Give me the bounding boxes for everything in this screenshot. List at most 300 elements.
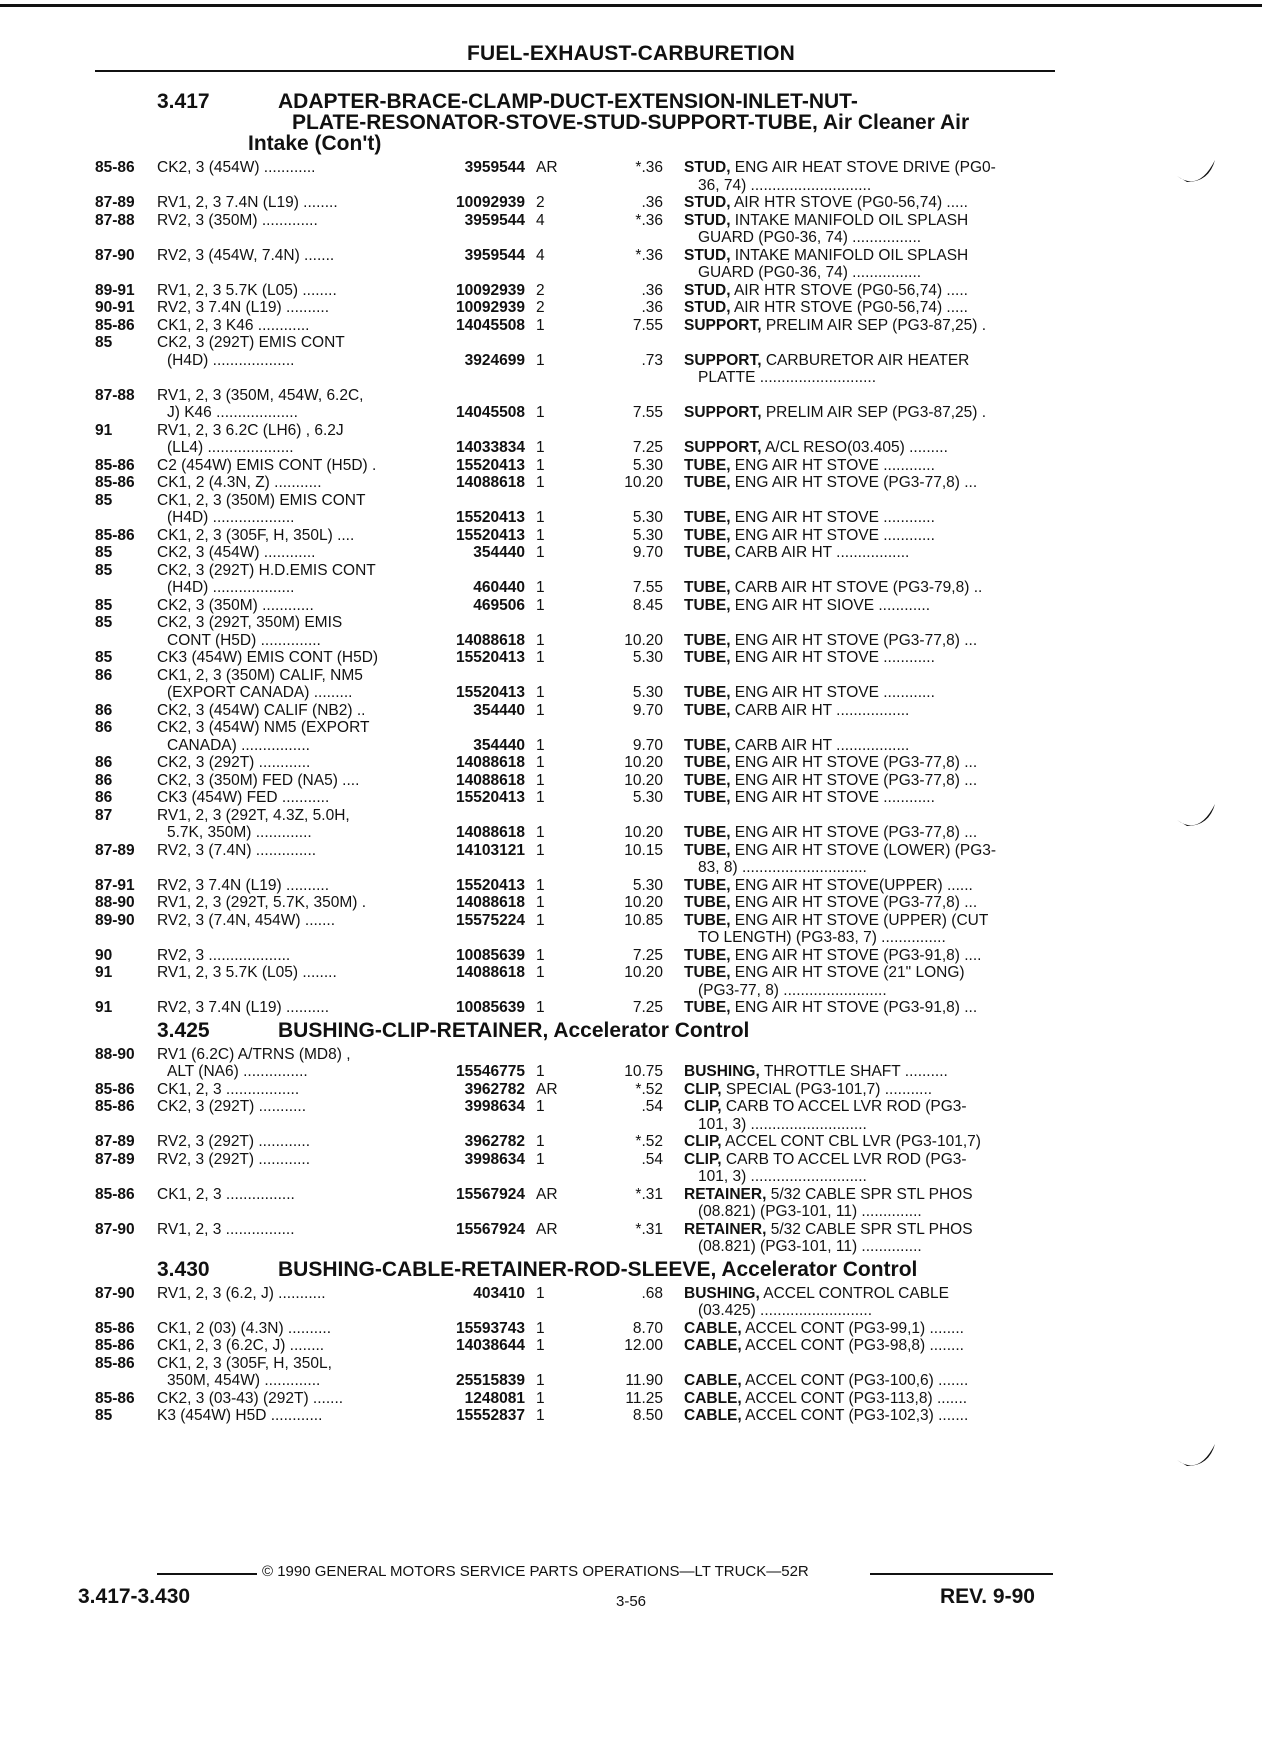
part-number: 15520413 <box>456 789 525 806</box>
model-year: 85-86 <box>95 1354 135 1372</box>
table-row <box>0 247 1262 282</box>
model-description <box>157 1133 427 1151</box>
description-line: CK2, 3 (350M) ............ <box>157 596 314 614</box>
model-description <box>157 1390 427 1408</box>
part-name <box>684 1320 1044 1338</box>
price: 7.25 <box>632 946 663 964</box>
part-name <box>684 544 1044 562</box>
quantity: 1 <box>536 701 545 719</box>
section-title-line: ADAPTER-BRACE-CLAMP-DUCT-EXTENSION-INLET-NUT- <box>278 90 858 113</box>
quantity: 1 <box>536 1407 545 1424</box>
description-line: CK3 (454W) FED ........... <box>157 789 330 806</box>
part-name-line: CABLE, ACCEL CONT (PG3-102,3) ....... <box>684 1407 969 1424</box>
part-name <box>684 194 1044 212</box>
quantity: 2 <box>536 194 545 211</box>
description-line: (EXPORT CANADA) ......... <box>167 684 353 701</box>
part-number: 15546775 <box>456 1063 525 1080</box>
part-number: 469506 <box>473 596 525 614</box>
part-number: 3959544 <box>464 211 525 229</box>
part-number: 15575224 <box>456 911 525 929</box>
table-row <box>0 1285 1262 1320</box>
price: 7.25 <box>632 999 663 1016</box>
part-name-line: TUBE, ENG AIR HT STOVE (PG3-77,8) ... <box>684 824 978 841</box>
section-subtitle: Intake (Con't) <box>248 132 382 155</box>
table-row <box>0 719 1262 754</box>
model-description <box>157 667 427 702</box>
model-description <box>157 912 427 930</box>
model-description <box>157 877 427 895</box>
model-description <box>157 702 427 720</box>
part-name-line: STUD, AIR HTR STOVE (PG0-56,74) ..... <box>684 299 968 316</box>
part-number: 14088618 <box>456 754 525 771</box>
price: 10.20 <box>624 964 663 981</box>
description-line: (H4D) ................... <box>167 509 295 526</box>
part-name <box>684 999 1044 1017</box>
part-number: 403410 <box>473 1284 525 1302</box>
part-name <box>684 1285 1044 1320</box>
part-name <box>684 772 1044 790</box>
quantity: 1 <box>536 1098 545 1115</box>
price: 10.20 <box>624 894 663 911</box>
description-line: CK2, 3 (292T) EMIS CONT <box>157 334 345 351</box>
part-name-line: SUPPORT, A/CL RESO(03.405) ......... <box>684 439 948 456</box>
part-name-line: CLIP, CARB TO ACCEL LVR ROD (PG3- <box>684 1150 967 1168</box>
part-name <box>684 842 1044 877</box>
table-row <box>0 492 1262 527</box>
part-name-line: SUPPORT, CARBURETOR AIR HEATER <box>684 351 970 369</box>
description-line: RV2, 3 (292T) ............ <box>157 1133 311 1150</box>
model-year: 87 <box>95 806 113 824</box>
part-number: 10085639 <box>456 946 525 964</box>
table-row <box>0 789 1262 807</box>
part-name-line: GUARD (PG0-36, 74) ................ <box>698 264 922 281</box>
description-line: CANADA) ................ <box>167 736 310 754</box>
model-description <box>157 544 427 562</box>
description-line: CK1, 2, 3 ................. <box>157 1080 300 1098</box>
table-row <box>0 842 1262 877</box>
top-border-line <box>0 4 1262 7</box>
price: .54 <box>641 1150 663 1168</box>
part-name <box>684 474 1044 492</box>
model-description <box>157 1285 427 1303</box>
part-name-line: GUARD (PG0-36, 74) ................ <box>698 229 922 246</box>
table-row <box>0 1390 1262 1408</box>
part-name <box>684 1390 1044 1408</box>
part-number: 15520413 <box>456 509 525 526</box>
price: 5.30 <box>632 509 663 526</box>
part-number: 15567924 <box>456 1220 525 1238</box>
part-name <box>684 632 1044 650</box>
price: 10.20 <box>624 771 663 789</box>
description-line: RV2, 3 (350M) ............. <box>157 211 318 229</box>
model-year: 87-89 <box>95 841 135 859</box>
description-line: CK2, 3 (454W) NM5 (EXPORT <box>157 719 370 736</box>
model-description <box>157 947 427 965</box>
binder-hole-mark <box>1175 802 1219 832</box>
model-year: 86 <box>95 719 113 736</box>
part-number: 354440 <box>473 701 525 719</box>
model-year: 85-86 <box>95 1389 135 1407</box>
part-name-line: SUPPORT, PRELIM AIR SEP (PG3-87,25) . <box>684 316 987 334</box>
part-name <box>684 894 1044 912</box>
quantity: 1 <box>536 1319 545 1337</box>
description-line: CK2, 3 (292T) H.D.EMIS CONT <box>157 561 376 579</box>
description-line: CK1, 2 (03) (4.3N) .......... <box>157 1319 331 1337</box>
part-name <box>684 1151 1044 1186</box>
part-name-line: TUBE, CARB AIR HT STOVE (PG3-79,8) .. <box>684 579 983 596</box>
part-number: 10085639 <box>456 999 525 1016</box>
model-year: 91 <box>95 999 113 1016</box>
description-line: RV2, 3 (7.4N, 454W) ....... <box>157 911 336 929</box>
section-title <box>278 1020 1062 1041</box>
part-name-line: CABLE, ACCEL CONT (PG3-98,8) ........ <box>684 1337 964 1354</box>
model-year: 85-86 <box>95 316 135 334</box>
part-name-line: CLIP, SPECIAL (PG3-101,7) ........... <box>684 1080 933 1098</box>
model-description <box>157 387 427 422</box>
quantity: 1 <box>536 1337 545 1354</box>
model-year: 85-86 <box>95 1098 135 1115</box>
quantity: 2 <box>536 299 545 316</box>
description-line: CK2, 3 (454W) CALIF (NB2) .. <box>157 701 366 719</box>
table-row <box>0 1046 1262 1081</box>
part-name-line: CABLE, ACCEL CONT (PG3-113,8) ....... <box>684 1389 968 1407</box>
model-description <box>157 999 427 1017</box>
part-name <box>684 1337 1044 1355</box>
model-description <box>157 649 427 667</box>
part-number: 10092939 <box>456 194 525 211</box>
part-name <box>684 299 1044 317</box>
table-row <box>0 544 1262 562</box>
part-name-line: STUD, INTAKE MANIFOLD OIL SPLASH <box>684 211 969 229</box>
part-number: 3924699 <box>464 351 525 369</box>
description-line: RV1, 2, 3 6.2C (LH6) , 6.2J <box>157 421 344 439</box>
part-name-line: (08.821) (PG3-101, 11) .............. <box>698 1238 922 1255</box>
model-year: 87-89 <box>95 194 135 211</box>
model-description <box>157 719 427 754</box>
description-line: RV1, 2, 3 (292T, 5.7K, 350M) . <box>157 894 367 911</box>
model-year: 88-90 <box>95 1045 135 1063</box>
quantity: 1 <box>536 1389 545 1407</box>
part-name-line: CABLE, ACCEL CONT (PG3-100,6) ....... <box>684 1372 969 1389</box>
price: *.52 <box>635 1080 663 1098</box>
model-year: 90-91 <box>95 299 135 316</box>
description-line: CK2, 3 (454W) ............ <box>157 544 316 561</box>
price: 10.20 <box>624 474 663 491</box>
table-row <box>0 667 1262 702</box>
quantity: 1 <box>536 509 545 526</box>
table-row <box>0 212 1262 247</box>
part-name <box>684 579 1044 597</box>
price: 10.85 <box>624 911 663 929</box>
table-row <box>0 999 1262 1017</box>
model-year: 86 <box>95 701 113 719</box>
quantity: 4 <box>536 211 545 229</box>
description-line: 350M, 454W) ............. <box>167 1372 321 1389</box>
part-number: 25515839 <box>456 1372 525 1389</box>
footer-copyright: © 1990 GENERAL MOTORS SERVICE PARTS OPERATIONS—LT TRUCK—52R <box>262 1563 809 1580</box>
model-description <box>157 492 427 527</box>
part-number: 354440 <box>473 544 525 561</box>
part-name <box>684 702 1044 720</box>
price: *.52 <box>635 1133 663 1150</box>
quantity: 1 <box>536 999 545 1016</box>
part-name <box>684 1081 1044 1099</box>
part-number: 3998634 <box>464 1150 525 1168</box>
model-description <box>157 422 427 457</box>
quantity: 1 <box>536 631 545 649</box>
quantity: 1 <box>536 964 545 981</box>
model-year: 85 <box>95 491 113 509</box>
part-number: 14038644 <box>456 1337 525 1354</box>
price: *.36 <box>635 246 663 264</box>
description-line: CK1, 2, 3 (350M) EMIS CONT <box>157 491 366 509</box>
table-row <box>0 317 1262 335</box>
model-year: 87-89 <box>95 1133 135 1150</box>
quantity: 1 <box>536 911 545 929</box>
model-description <box>157 1081 427 1099</box>
model-year: 85 <box>95 596 113 614</box>
quantity: 1 <box>536 404 545 421</box>
part-number: 14088618 <box>456 771 525 789</box>
binder-hole-mark <box>1175 1442 1219 1472</box>
part-name <box>684 282 1044 300</box>
part-number: 3962782 <box>464 1080 525 1098</box>
price: *.36 <box>635 159 663 176</box>
part-name <box>684 684 1044 702</box>
description-line: RV2, 3 ................... <box>157 946 291 964</box>
description-line: (H4D) ................... <box>167 579 295 596</box>
part-number: 3959544 <box>464 159 525 176</box>
model-year: 85 <box>95 614 113 631</box>
price: 5.30 <box>632 649 663 666</box>
price: 7.25 <box>632 439 663 456</box>
model-year: 85 <box>95 1407 113 1424</box>
quantity: 1 <box>536 894 545 911</box>
model-year: 91 <box>95 964 113 981</box>
part-name-line: TUBE, ENG AIR HT STOVE(UPPER) ...... <box>684 876 973 894</box>
part-name-line: (08.821) (PG3-101, 11) .............. <box>698 1203 922 1220</box>
model-description <box>157 1407 427 1425</box>
price: *.36 <box>635 211 663 229</box>
part-number: 15552837 <box>456 1407 525 1424</box>
section-title <box>278 1259 1062 1280</box>
model-year: 87-89 <box>95 1150 135 1168</box>
part-number: 15567924 <box>456 1185 525 1203</box>
quantity: 1 <box>536 946 545 964</box>
part-number: 15520413 <box>456 526 525 544</box>
part-name-line: TUBE, ENG AIR HT STOVE (PG3-77,8) ... <box>684 474 978 491</box>
table-row <box>0 614 1262 649</box>
part-name-line: 83, 8) ............................. <box>698 859 867 876</box>
price: 5.30 <box>632 684 663 701</box>
part-name-line: TUBE, ENG AIR HT STOVE ............ <box>684 789 935 806</box>
part-number: 1248081 <box>464 1389 525 1407</box>
part-name-line: TUBE, ENG AIR HT STOVE ............ <box>684 456 935 474</box>
model-description <box>157 194 427 212</box>
part-name-line: STUD, ENG AIR HEAT STOVE DRIVE (PG0- <box>684 159 996 176</box>
page-header: FUEL-EXHAUST-CARBURETION <box>467 42 795 65</box>
price: .73 <box>641 351 663 369</box>
model-description <box>157 842 427 860</box>
quantity: 1 <box>536 841 545 859</box>
footer-section-range: 3.417-3.430 <box>78 1585 191 1608</box>
model-description <box>157 807 427 842</box>
price: *.31 <box>635 1185 663 1203</box>
description-line: RV2, 3 (454W, 7.4N) ....... <box>157 246 335 264</box>
model-description <box>157 772 427 790</box>
price: 9.70 <box>632 701 663 719</box>
quantity: 1 <box>536 754 545 771</box>
model-year: 87-90 <box>95 246 135 264</box>
table-row <box>0 649 1262 667</box>
part-name-line: 36, 74) ............................ <box>698 176 872 194</box>
table-row <box>0 194 1262 212</box>
part-name <box>684 509 1044 527</box>
price: .54 <box>641 1098 663 1115</box>
table-row <box>0 702 1262 720</box>
footer-revision: REV. 9-90 <box>940 1585 1035 1608</box>
model-year: 85 <box>95 334 113 351</box>
description-line: C2 (454W) EMIS CONT (H5D) . <box>157 456 377 474</box>
part-name-line: RETAINER, 5/32 CABLE SPR STL PHOS <box>684 1185 973 1203</box>
price: 5.30 <box>632 789 663 806</box>
section-title-line: BUSHING-CLIP-RETAINER, Accelerator Control <box>278 1018 750 1042</box>
quantity: AR <box>536 159 558 176</box>
part-name <box>684 247 1044 282</box>
model-year: 85 <box>95 561 113 579</box>
description-line: (H4D) ................... <box>167 351 295 369</box>
part-number: 15520413 <box>456 876 525 894</box>
header-rule <box>95 70 1055 72</box>
model-year: 85 <box>95 544 113 561</box>
parts-listing <box>0 88 1262 1425</box>
description-line: RV1, 2, 3 5.7K (L05) ........ <box>157 964 337 981</box>
part-name <box>684 947 1044 965</box>
part-name <box>684 1133 1044 1151</box>
table-row <box>0 474 1262 492</box>
model-description <box>157 474 427 492</box>
model-description <box>157 562 427 597</box>
section-title-line: BUSHING-CABLE-RETAINER-ROD-SLEEVE, Accelerator Control <box>278 1257 918 1281</box>
quantity: 1 <box>536 1063 545 1080</box>
part-name <box>684 1372 1044 1390</box>
price: 5.30 <box>632 526 663 544</box>
description-line: CK1, 2, 3 (6.2C, J) ........ <box>157 1337 325 1354</box>
part-name-line: TO LENGTH) (PG3-83, 7) ............... <box>698 929 946 946</box>
part-number: 14088618 <box>456 894 525 911</box>
model-year: 87-88 <box>95 386 135 404</box>
model-description <box>157 1046 427 1081</box>
quantity: 1 <box>536 351 545 369</box>
description-line: RV1, 2, 3 (6.2, J) ........... <box>157 1284 326 1302</box>
table-row <box>0 527 1262 545</box>
part-name-line: TUBE, CARB AIR HT ................. <box>684 736 910 754</box>
part-number: 14045508 <box>456 404 525 421</box>
description-line: RV2, 3 (7.4N) .............. <box>157 841 317 859</box>
table-row <box>0 1221 1262 1256</box>
part-number: 3959544 <box>464 246 525 264</box>
section-heading <box>0 1020 1262 1041</box>
part-name <box>684 754 1044 772</box>
price: *.31 <box>635 1220 663 1238</box>
quantity: 1 <box>536 1150 545 1168</box>
footer-page-number: 3-56 <box>615 1593 647 1610</box>
part-number: 14033834 <box>456 439 525 456</box>
model-description <box>157 1186 427 1204</box>
table-row <box>0 1186 1262 1221</box>
table-row <box>0 334 1262 387</box>
quantity: 1 <box>536 1372 545 1389</box>
part-name-line: (03.425) .......................... <box>698 1302 873 1319</box>
description-line: RV1 (6.2C) A/TRNS (MD8) , <box>157 1045 351 1063</box>
part-number: 14045508 <box>456 316 525 334</box>
price: 11.25 <box>625 1389 663 1407</box>
part-name-line: TUBE, ENG AIR HT STOVE (UPPER) (CUT <box>684 911 989 929</box>
part-name-line: STUD, AIR HTR STOVE (PG0-56,74) ..... <box>684 194 968 211</box>
quantity: 1 <box>536 456 545 474</box>
part-name <box>684 159 1044 194</box>
part-name <box>684 439 1044 457</box>
model-description <box>157 159 427 177</box>
model-year: 85-86 <box>95 456 135 474</box>
part-name <box>684 789 1044 807</box>
part-name-line: 101, 3) ........................... <box>698 1115 867 1133</box>
footer-rule-left <box>157 1573 257 1575</box>
price: 10.20 <box>624 631 663 649</box>
quantity: 1 <box>536 316 545 334</box>
table-row <box>0 964 1262 999</box>
section-heading <box>0 91 1262 154</box>
part-name <box>684 1063 1044 1081</box>
model-description <box>157 964 427 982</box>
model-year: 85-86 <box>95 159 135 176</box>
section-number: 3.430 <box>157 1257 210 1281</box>
part-name-line: TUBE, ENG AIR HT STOVE ............ <box>684 684 935 701</box>
model-year: 91 <box>95 421 113 439</box>
model-description <box>157 457 427 475</box>
description-line: RV1, 2, 3 ................ <box>157 1220 295 1238</box>
description-line: K3 (454W) H5D ............ <box>157 1407 323 1424</box>
quantity: 1 <box>536 789 545 806</box>
part-name-line: CLIP, ACCEL CONT CBL LVR (PG3-101,7) <box>684 1133 981 1150</box>
table-row <box>0 1133 1262 1151</box>
model-year: 85-86 <box>95 474 135 491</box>
table-row <box>0 1151 1262 1186</box>
table-row <box>0 894 1262 912</box>
part-name-line: RETAINER, 5/32 CABLE SPR STL PHOS <box>684 1220 973 1238</box>
model-year: 87-90 <box>95 1220 135 1238</box>
model-description <box>157 754 427 772</box>
description-line: RV2, 3 7.4N (L19) .......... <box>157 876 330 894</box>
model-description <box>157 527 427 545</box>
part-name <box>684 649 1044 667</box>
price: 8.45 <box>632 596 663 614</box>
description-line: CK1, 2, 3 (305F, H, 350L) .... <box>157 526 355 544</box>
quantity: AR <box>536 1220 558 1238</box>
price: 10.20 <box>624 754 663 771</box>
quantity: 1 <box>536 474 545 491</box>
quantity: 1 <box>536 876 545 894</box>
part-name <box>684 737 1044 755</box>
quantity: 1 <box>536 649 545 666</box>
table-row <box>0 422 1262 457</box>
model-description <box>157 247 427 265</box>
model-description <box>157 1337 427 1355</box>
description-line: 5.7K, 350M) ............. <box>167 824 312 841</box>
part-number: 15520413 <box>456 456 525 474</box>
part-name <box>684 527 1044 545</box>
part-number: 3998634 <box>464 1098 525 1115</box>
